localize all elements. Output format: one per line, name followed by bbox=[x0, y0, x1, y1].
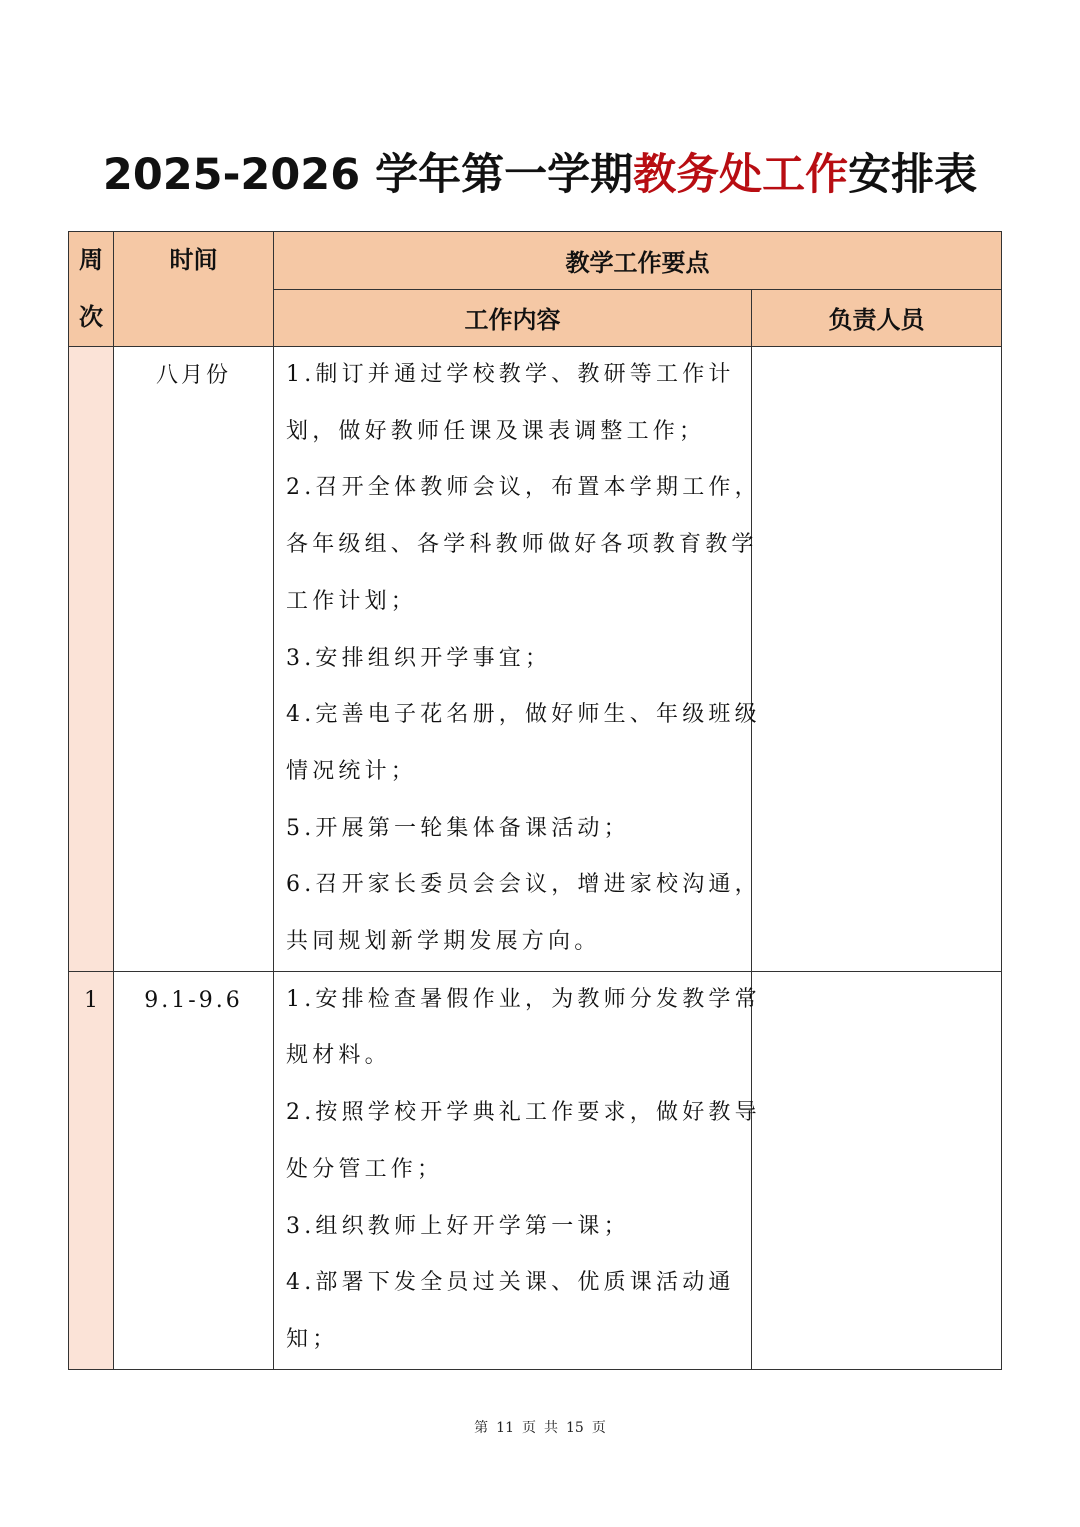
title-highlight: 教务处工作 bbox=[633, 150, 849, 200]
current-page-number: 11 bbox=[496, 1420, 514, 1436]
header-responsible: 负责人员 bbox=[752, 289, 1002, 347]
content-line: 1.制订并通过学校教学、教研等工作计 bbox=[286, 362, 735, 387]
content-line: 规材料。 bbox=[286, 1043, 391, 1069]
page-title bbox=[0, 140, 1080, 210]
header-time: 时间 bbox=[114, 232, 274, 347]
header-main: 教学工作要点 bbox=[274, 232, 1002, 290]
header-week bbox=[69, 232, 114, 347]
content-line: 3.安排组织开学事宜； bbox=[286, 645, 552, 671]
content-line: 各年级组、各学科教师做好各项教育教学 bbox=[286, 532, 758, 558]
content-line: 5.开展第一轮集体备课活动； bbox=[286, 815, 630, 841]
content-cell bbox=[274, 347, 761, 972]
title-part2: 安排表 bbox=[848, 150, 978, 200]
week-cell bbox=[69, 347, 114, 972]
content-line: 共同规划新学期发展方向。 bbox=[286, 929, 601, 955]
content-line: 2.按照学校开学典礼工作要求，做好教导 bbox=[286, 1100, 761, 1126]
content-line: 4.完善电子花名册，做好师生、年级班级 bbox=[286, 702, 761, 728]
footer-word: 页 bbox=[522, 1420, 536, 1436]
content-line: 6.召开家长委员会会议，增进家校沟通， bbox=[286, 872, 761, 898]
header-week-line2: 次 bbox=[79, 303, 103, 331]
content-line: 情况统计； bbox=[286, 758, 418, 784]
header-content: 工作内容 bbox=[274, 289, 752, 347]
footer-word: 第 bbox=[474, 1420, 489, 1436]
time-cell: 八月份 bbox=[114, 347, 274, 972]
content-line: 4.部署下发全员过关课、优质课活动通 bbox=[286, 1270, 735, 1296]
responsible-cell bbox=[752, 347, 1002, 972]
time-cell: 9.1-9.6 bbox=[114, 971, 274, 1369]
content-line: 3.组织教师上好开学第一课； bbox=[286, 1213, 630, 1239]
table-row bbox=[69, 347, 1002, 972]
footer-word: 共 bbox=[544, 1420, 558, 1436]
table-row bbox=[69, 971, 1002, 1369]
content-line: 知； bbox=[286, 1326, 339, 1352]
total-page-number: 15 bbox=[566, 1420, 584, 1436]
schedule-table bbox=[68, 231, 1002, 1370]
content-line: 1.安排检查暑假作业，为教师分发教学常 bbox=[286, 986, 761, 1012]
content-line: 工作计划； bbox=[286, 588, 418, 614]
content-line: 处分管工作； bbox=[286, 1156, 444, 1182]
title-part1: 2025-2026 学年第一学期 bbox=[102, 150, 634, 200]
content-line: 2.召开全体教师会议，布置本学期工作， bbox=[286, 475, 761, 501]
content-cell bbox=[274, 971, 761, 1369]
footer-word: 页 bbox=[591, 1420, 606, 1436]
header-week-line1: 周 bbox=[79, 246, 103, 274]
week-cell: 1 bbox=[69, 971, 114, 1369]
content-line: 划，做好教师任课及课表调整工作； bbox=[286, 418, 706, 444]
responsible-cell bbox=[752, 971, 1002, 1369]
page-footer bbox=[0, 1416, 1080, 1440]
